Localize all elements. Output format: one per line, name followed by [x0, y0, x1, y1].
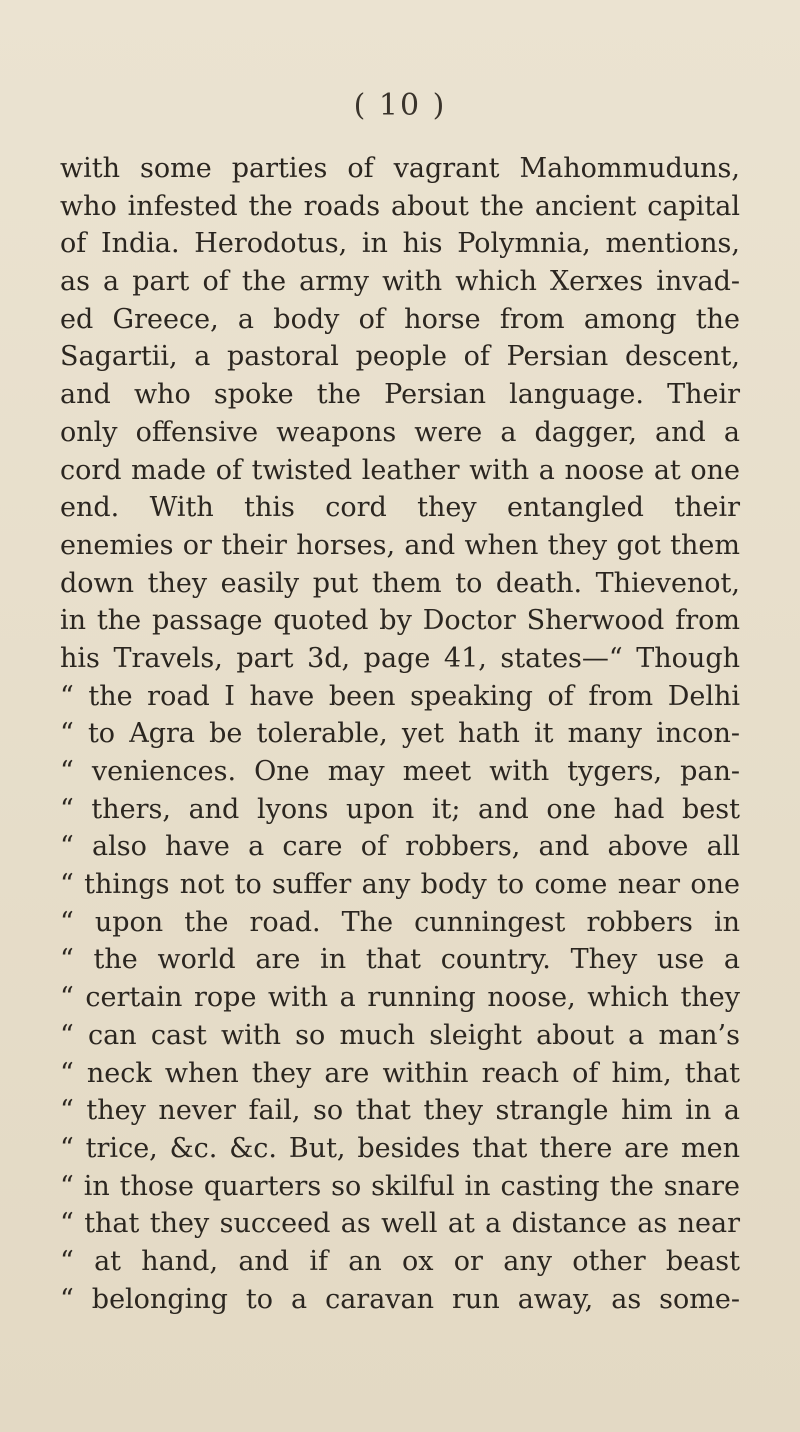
text-line-7: and who spoke the Persian language. Their	[60, 379, 740, 411]
text-line-19: “ also have a care of robbers, and above all	[60, 831, 740, 863]
text-line-5: ed Greece, a body of horse from among the	[60, 303, 740, 335]
text-line-22: “ the world are in that country. They use a	[60, 944, 740, 976]
text-line-29: “ that they succeed as well at a distance as near	[60, 1208, 740, 1240]
text-line-13: in the passage quoted by Doctor Sherwood from	[60, 605, 740, 637]
text-line-17: “ veniences. One may meet with tygers, pan-	[60, 756, 740, 787]
text-line-1: with some parties of vagrant Mahommuduns,	[60, 153, 740, 184]
text-line-8: only offensive weapons were a dagger, and a	[60, 416, 740, 448]
text-line-14: his Travels, part 3d, page 41, states—“ Though	[60, 642, 740, 674]
text-line-28: “ in those quarters so skilful in casting the snare	[60, 1170, 740, 1202]
text-line-12: down they easily put them to death. Thievenot,	[60, 567, 740, 599]
text-line-9: cord made of twisted leather with a noose at one	[60, 454, 740, 486]
text-line-26: “ they never fail, so that they strangle him in a	[60, 1095, 740, 1127]
text-line-15: “ the road I have been speaking of from Delhi	[60, 680, 740, 712]
text-line-20: “ things not to suffer any body to come near one	[60, 869, 740, 901]
text-line-18: “ thers, and lyons upon it; and one had best	[60, 793, 740, 825]
text-line-10: end. With this cord they entangled their	[60, 492, 740, 524]
text-line-11: enemies or their horses, and when they got them	[60, 529, 740, 561]
text-line-21: “ upon the road. The cunningest robbers in	[60, 906, 740, 938]
text-line-6: Sagartii, a pastoral people of Persian descent,	[60, 341, 740, 373]
body-text	[60, 150, 740, 1318]
text-line-3: of India. Herodotus, in his Polymnia, mentions,	[60, 228, 740, 260]
page-number: ( 10 )	[353, 88, 447, 123]
text-line-2: who infested the roads about the ancient capital	[60, 190, 740, 222]
text-line-24: “ can cast with so much sleight about a man’s	[60, 1019, 740, 1051]
text-line-27: “ trice, &c. &c. But, besides that there are men	[60, 1132, 740, 1164]
text-line-4: as a part of the army with which Xerxes invad-	[60, 266, 740, 298]
text-line-31: “ belonging to a caravan run away, as some-	[60, 1283, 740, 1315]
text-line-23: “ certain rope with a running noose, which they	[60, 982, 740, 1014]
text-line-30: “ at hand, and if an ox or any other beast	[60, 1245, 740, 1277]
text-line-16: “ to Agra be tolerable, yet hath it many incon-	[60, 718, 740, 750]
text-line-25: “ neck when they are within reach of him, that	[60, 1057, 740, 1089]
